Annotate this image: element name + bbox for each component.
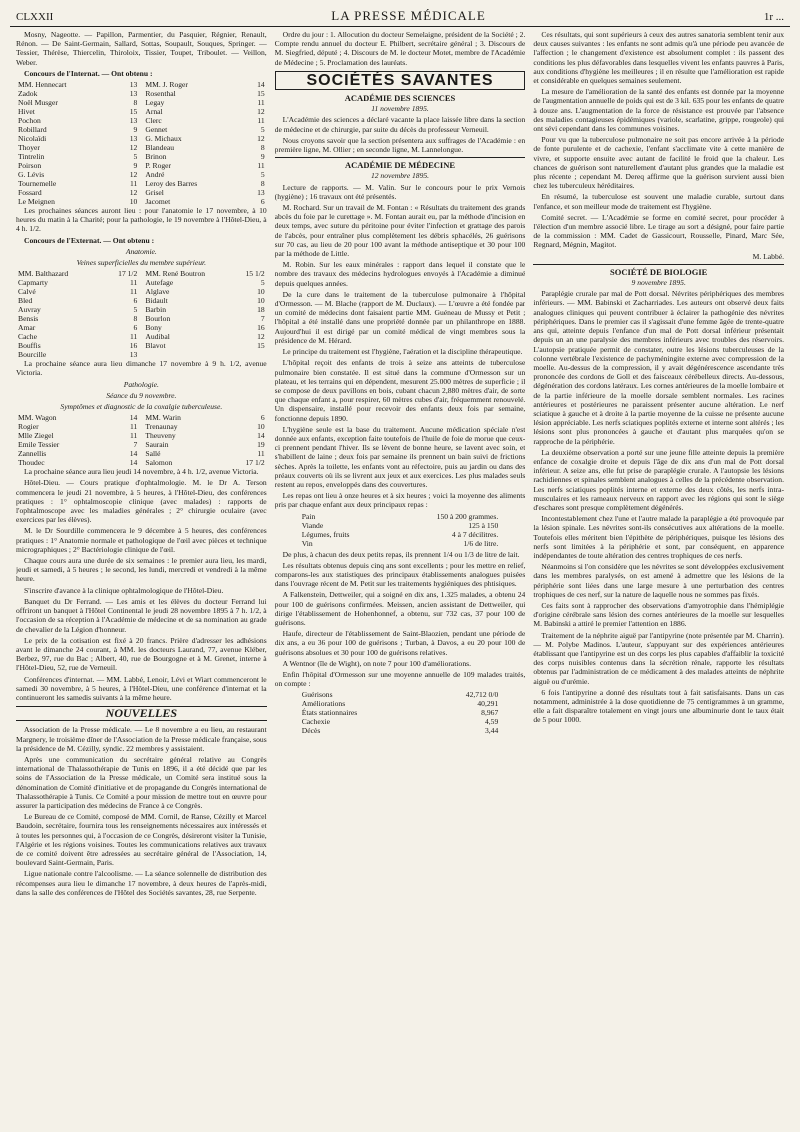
divider [275,157,526,158]
hotel-dieu-notice-3: Chaque cours aura une durée de six semaines : le premier aura lieu, les mardi, jeudi et samedi, à 5 heures ; le second, les lundi, mercredi et vendredi à la même heure. [16,556,267,584]
cell-value: 11 [257,98,265,108]
section-title-societes: SOCIÉTÉS SAVANTES [275,71,526,90]
table-row [300,690,501,699]
anatomie-heading: Anatomie. [125,246,157,256]
cell-label: Bourlon [145,314,171,324]
cell-label: Bidault [145,296,168,306]
cell-value: 13 [129,89,138,99]
col3-p2: La mesure de l'amélioration de la santé des enfants est donnée par la moyenne de l'augmentation annuelle de poids qui est de 3 kil. 635 pour les enfants de quatre à douze ans. L'augmentation de la force de résistance est prouvée par l'absence des maladies contagieuses épidémiques (variole, scarlatine, grippe, rougeole) qui ont sévi cependant dans les communes voisines. [533,87,785,134]
academie-medecine-heading: ACADÉMIE DE MÉDECINE [344,160,456,171]
table-row [143,287,266,296]
cell-label: Bled [18,296,33,306]
cell-label: Alglave [145,287,170,297]
table-row [143,278,266,287]
comite-secret: Comité secret. — L'Académie se forme en comité secret, pour procéder à l'élection d'un membre associé libre. Le tirage au sort a désigné, pour faire partie de la commission : MM. Cadet de Gassicourt, Rousselle, Pinard, Marc Sée, Regnard, Mégnin, Magitot. [533,212,785,250]
cell-label: Rosenthal [145,89,176,99]
table-row [143,188,266,197]
results-table [143,80,266,206]
cell-value: 14 [257,80,265,90]
cell-value: 14 [129,449,138,459]
results-stats-table [300,690,501,735]
cell-label: Améliorations [301,699,346,709]
cure-heading: De la cure dans le traitement de la tuberculose pulmonaire à l'hôpital d'Ormesson. — M. Blache (rapport de M. Duclaux). — L'œuvre a été fondée par un comité de médecins dont faisaient partie MM. Guéneau de Mussy et Petit ; l'hôpital a été installé dans une propriété donnée par un philanthrope en 1888. Aujourd'hui il est dirigé par un comité médical de vingt membres sous la présidence de M. Hérard. [274,289,526,345]
table-row [143,116,266,125]
table-row [143,413,266,422]
cell-label: Légumes, fruits [301,529,350,539]
cell-label: Theuveny [145,431,176,441]
cell-value: 13 [129,134,138,144]
cell-value: 3,44 [484,726,499,736]
cell-value: 8 [133,98,138,108]
cell-label: Le Meignen [18,197,55,207]
table-row [16,89,139,98]
cure-p11: Enfin l'hôpital d'Ormesson sur une moyenne annuelle de 109 malades traités, on compte : [274,669,526,689]
cell-value: 12 [129,170,138,180]
academie-sciences-p1: L'Académie des sciences a déclaré vacante la place laissée libre dans la section de médecine et de chirurgie, par suite du décès du professeur Verneuil. [274,115,526,134]
cure-p6: De plus, à chacun des deux petits repas, ils prennent 1/4 ou 1/3 de litre de lait. [282,549,520,559]
table-row [16,422,139,431]
conferences-notice: Conférences d'internat. — MM. Labbé, Lenoir, Lévi et Wiart commenceront le samedi 30 novembre, à 5 heures, à l'Hôtel-Dieu, une conférence d'internat et la continueront les samedis suivants à la même heure. [16,674,267,702]
food-table [300,512,501,548]
table-row [16,179,139,188]
cell-value: 6 [133,296,138,306]
cell-value: 12 [129,188,138,198]
hotel-dieu-notice-2: M. le Dr Sourdille commencera le 9 décembre à 5 heures, des conférences pratiques : 1° Anatomie normale et pathologique de l'œil avec pièces et technique micrographiques ; 2° Bactériologie clinique de l'œil. [16,526,267,554]
cell-value: 9 [260,152,265,162]
robin-report: M. Robin. Sur les eaux minérales : rapport dans lequel il constate que le nombre des travaux des médecins hydrologues envoyés à l'Académie a diminué depuis quelques années. [274,260,526,288]
table-row [16,152,139,161]
cell-value: 9 [133,161,138,171]
cell-label: Trenaunay [145,422,178,432]
cell-value: 14 [257,431,265,441]
running-header [10,6,790,27]
hotel-dieu-notice-4: S'inscrire d'avance à la clinique ophtalmologique de l'Hôtel-Dieu. [24,585,224,595]
academie-medecine-date: 12 novembre 1895. [370,171,430,181]
col3-p3: Pour vu que la tuberculose pulmonaire ne soit pas encore arrivée à la période de fonte purulente et de cachexie, l'enfant s'acclimate vite à cette manière de vivre, et supporte ensuite avec autant de facilité le froid que la chaleur. Les chances de guérison sont naturellement d'autant plus grandes que la maladie est plus récente ; cependant M. Dereq affirme que la guérison survient aussi bien chez les tuberculeux héréditaires. [533,135,785,191]
cell-value: 17 1/2 [245,458,265,468]
cell-label: Calvé [18,287,36,297]
table-row [16,188,139,197]
cell-value: 6 [260,413,265,423]
cell-value: 12 [257,332,265,342]
paraplegie-p4: Néanmoins si l'on considère que les névrites se sont développées exclusivement dans les membres paralysés, on est amené à admettre que les lésions de la périphérie sont liées dans une large mesure à une perturbation des centres trophiques de ces nerf, sur la nature de laquelle nous ne sommes pas fixés. [533,562,785,599]
cell-label: Auvray [18,305,41,315]
cell-value: 10 [257,296,265,306]
cell-value: 4,59 [484,717,499,727]
cell-label: Viande [301,520,324,530]
societe-biologie-heading: SOCIÉTÉ DE BIOLOGIE [610,266,708,277]
rochard-report: M. Rochard. Sur un travail de M. Fontan : « Résultats du traitement des grands abcès du foie par le curettage ». M. Fontan aurait eu, par la méthode d'incision en deux temps, avec suture du péritoine pour éviter l'infection et grattage des parois de l'abcès, pour entraîner plus complètement les débris sphacélés, 26 guérisons sur 70 cas, au lieu de 20 pour 100 avant la méthode antiseptique et 30 pour 100 par la méthode de Little. [274,203,526,259]
column-3 [533,30,784,1120]
cell-label: Bony [145,323,162,333]
cell-value: 12 [129,143,138,153]
table-row [300,717,501,726]
cell-label: Mlle Ziegel [18,431,54,441]
table-row [16,431,139,440]
cell-value: 5 [133,305,138,315]
table-row [143,170,266,179]
paraplegie-p1: Paraplégie crurale par mal de Pott dorsal. Névrites périphériques des membres inférieurs. — MM. Babinski et Zacharriades. Les auteurs ont observé deux faits analogues cliniques qui peuvent contribuer à éclairer la pathogénie des névrites périphériques. Dans le premier cas il s'agissait d'une femme âgée de trente-quatre ans qui, atteinte depuis l'enfance d'un mal de Pott dorsal inférieur présentait depuis un an une paralysie des membres inférieurs avec troubles des réservoirs. L'autopsie pratiquée permit de constater, outre les lésions tuberculeuses de la colonne vertébrale l'existence de pachyméningite externe avec compression de la moelle. Au-dessus de la compression, il y avait dégénérescence ascendante très prononcée des cordons de Goll et des faisceaux cérébelleux directs. Au-dessous, dégénération des cordons latéraux. Les cornes antérieures de la moelle lombaire et de la partie inférieure de la moelle dorsale semblent normales. Les racines antérieures et postérieures ne paraissent présenter aucune altération. Le nerf sciatique à gauche et à droite à la partie moyenne de la cuisse ne présente aucune lésion appréciable. Les nerfs sciatiques poplités externe et interne sont altérés ; les lésions sont plus prononcées à gauche et d'autant plus marquées qu'on se rapproche de la périphérie. [533,289,785,446]
cure-p8: A Falkenstein, Dettweiler, qui a soigné en dix ans, 1.325 malades, a obtenu 24 pour 100 de guérisons confirmées. Meissen, ancien assistant de Dettweiler, qui dirige l'établissement de Hohenhonnef, a obtenu, sur 732 cas, 37 pour 100 de guérisons. [274,590,526,627]
cell-value: 7 [260,314,265,324]
anatomie-subject: Veines superficielles du membre supérieur. [76,258,207,268]
table-row [143,422,266,431]
cell-label: MM. Hennecart [18,80,67,90]
table-row [16,305,139,314]
cell-label: G. Michaux [145,134,182,144]
antipyrine-p1: Traitement de la néphrite aiguë par l'antipyrine (note présentée par M. Charrin). — M. Polybe Madinos. L'auteur, s'appuyant sur des expériences antérieures établissant que l'antipyrine est un des corps les plus capables d'affaiblir la toxicité des corps nuisibles contenus dans la sécrétion rénale, rapporte les résultats obtenus par l'administration de ce médicament à des malades atteints de néphrite aiguë ou d'urémie. [533,630,785,686]
cell-value: 14 [129,413,138,423]
cell-label: Blavot [145,341,166,351]
cell-value: 17 1/2 [118,269,138,279]
table-row [143,179,266,188]
cell-label: États stationnaires [301,708,358,718]
table-row [300,521,501,530]
table-row [143,125,266,134]
cell-value: 13 [129,350,138,360]
cell-value: 7 [133,440,138,450]
cell-value: 5 [260,278,265,288]
table-row [143,152,266,161]
table-row [16,413,139,422]
cell-label: Nicolaïdi [18,134,47,144]
cell-value: 10 [257,422,265,432]
column-2 [275,30,526,1120]
cell-value: 15 [257,89,265,99]
cell-label: MM. Balthazard [18,269,69,279]
cell-label: Bourcille [18,350,47,360]
results-table [16,269,139,359]
cell-label: Zadok [18,89,38,99]
cell-value: 6 [260,197,265,207]
cell-value: 16 [257,323,265,333]
cell-label: André [145,170,165,180]
table-row [143,269,266,278]
cell-value: 11 [130,287,138,297]
cell-label: Grisel [145,188,164,198]
cell-value: 19 [257,440,265,450]
table-row [16,269,139,278]
table-row [16,98,139,107]
cell-label: Barbin [145,305,167,315]
cell-value: 42,712 0/0 [465,690,499,700]
cell-label: P. Roger [145,161,172,171]
table-row [143,134,266,143]
cell-label: Noël Musger [18,98,58,108]
cell-value: 125 à 150 [468,520,499,530]
paraplegie-p2: La deuxième observation a porté sur une jeune fille atteinte depuis la première enfance de coxalgie droite et depuis l'âge de dix ans d'un mal de Pott dorsal inférieur. A seize ans, elle fut prise de paraplégie crurale. A l'autopsie les lésions rachidiennes et spinales semblent analogues à celles de la précédente observation. Les nerfs sciatiques poplités interne et externe des deux côtés, les nerfs intra-musculaires et les rameaux nerveux en rapport avec les régions qui sont le siège d'eschares sont presque complètement dégénérés. [533,447,785,512]
cell-label: Sallé [145,449,161,459]
table-row [16,278,139,287]
cell-value: 13 [129,116,138,126]
table-row [143,80,266,89]
table-row [16,143,139,152]
cell-label: Pochon [18,116,41,126]
cell-label: Pain [301,511,316,521]
lecture-rapports: Lecture de rapports. — M. Valin. Sur le concours pour le prix Vernois (hygiène) ; 16 travaux ont été présentés. [274,182,526,201]
cell-value: 8 [133,314,138,324]
col3-p4: En résumé, la tuberculose est souvent une maladie curable, surtout dans l'enfance, et son meilleur mode de traitement est l'hygiène. [533,192,785,211]
cell-label: Capmarty [18,278,48,288]
table-row [16,125,139,134]
hotel-dieu-notice: Hôtel-Dieu. — Cours pratique d'ophtalmologie. M. le Dr A. Terson commencera le jeudi 21 novembre, à 5 heures, à l'Hôtel-Dieu, des conférences pratiques : 1° ophtalmoscopie clinique (avec malades) : rapports de l'ophtalmoscope avec les maladies générales ; 2° chirurgie oculaire (avec exercices par les élèves). [16,478,267,525]
cell-value: 6 [133,323,138,333]
table-row [300,512,501,521]
cure-p9: Haufe, directeur de l'établissement de Saint-Blaozien, pendant une période de dix ans, a eu 36 pour 100 de guérisons ; Turban, à Davos, a eu 20 pour 100 de guérisons absolues et 30 pour 100 de guérisons relatives. [274,629,526,657]
cell-label: Tournemelle [18,179,57,189]
table-row [16,197,139,206]
cell-label: MM. René Boutron [145,269,206,279]
ligue-notice: Ligue nationale contre l'alcoolisme. — La séance solennelle de distribution des récompenses aura lieu le dimanche 17 novembre, à deux heures de l'après-midi, dans la salle des conférences de l'Hôtel des Sociétés savantes, 28, rue Serpente. [16,869,267,897]
header-right: 1r ... [763,11,784,23]
pathologie-date: Séance du 9 novembre. [106,390,177,400]
table-row [16,170,139,179]
cell-value: 8 [260,143,265,153]
cell-label: Brinon [145,152,167,162]
cell-label: Autefage [145,278,174,288]
academie-sciences-heading: ACADÉMIE DES SCIENCES [344,93,456,104]
table-row [16,323,139,332]
cell-value: 18 [257,305,265,315]
cell-value: 11 [130,179,138,189]
banquet-notice-2: Le prix de la cotisation est fixé à 20 francs. Prière d'adresser les adhésions avant le dimanche 24 courant, à MM. les docteurs Laurand, 77, avenue Kléber, Berbez, 97, rue du Bac ; Albert, 40, rue de Bourgogne et à M. Grenet, interne à l'Hôtel-Dieu, 52, rue de Verneuil. [16,635,267,673]
table-row [143,440,266,449]
cell-label: Bouffis [18,341,41,351]
cell-label: Amar [18,323,36,333]
pathologie-heading: Pathologie. [123,379,159,389]
cell-label: Décès [301,726,321,736]
internat-results [16,80,267,206]
cell-label: Robillard [18,125,47,135]
cell-label: Leroy des Barres [145,179,198,189]
divider [533,264,784,265]
table-row [143,332,266,341]
cell-value: 11 [130,278,138,288]
table-row [143,143,266,152]
cell-value: 13 [129,80,138,90]
cure-p4: L'hygiène seule est la base du traitement. Aucune médication spéciale n'est donnée aux enfants, exception faite toutefois de l'huile de foie de morue que ceux-ci prennent pendant l'hiver. Ils se lèvent de bonne heure, se lavent avec soin, et s'habillent de laine ; deux fois par semaine ils prennent un bain suivi de frictions sèches. Après la toilette, les enfants vont au réfectoire, puis au jardin ou dans des préaux couverts où ils se livrent aux jeux et aux exercices. Les plus malades seuls restent au repos, enveloppés dans des couvertures. [274,424,526,489]
cell-label: MM. J. Roger [145,80,188,90]
cell-value: 1/6 de litre. [463,538,499,548]
page-number: CLXXII [16,11,54,23]
results-table [16,413,139,467]
cell-label: Thoudec [18,458,45,468]
pathologie-note: La prochaine séance aura lieu jeudi 14 novembre, à 4 h. 1/2, avenue Victoria. [24,467,259,477]
cell-label: Thoyer [18,143,40,153]
academie-sciences-p2: Nous croyons savoir que la section présentera aux suffrages de l'Académie : en première ligne, M. Ollier ; en seconde ligne, M. Lannelongue. [274,135,526,155]
cell-label: Fossard [18,188,42,198]
paraplegie-p5: Ces faits sont à rapprocher des observations d'amyotrophie dans l'hémiplégie d'origine cérébrale sans lésion des cornes antérieures de la moelle sur lesquelles M. Babinski a attiré le premier l'attention en 1886. [533,600,785,629]
paraplegie-p3: Incontestablement chez l'une et l'autre malade la paraplégie a été provoquée par la lésion spinale. Les névrites sont-ils consécutives aux altérations de la moelle. Toutefois elles méritent bien l'épithète de périphériques, puisque les lésions des nerfs sont limitées à la périphérie et sont, par conséquent, en apparence indépendantes de toute altération des centres trophiques de ces nerfs. [533,514,785,560]
cell-label: Cachexie [301,717,330,727]
table-row [16,350,139,359]
association-notice-2: Après une communication du secrétaire général relative au Congrès international de Thalassothérapie de Tunis en 1896, il a été décidé que par les soins de l'Association de la Presse médicale, un Comité sera institué sous la dénomination de Comité d'initiative et de propagande du Congrès international de Thalassothérapie à Tunis. Ce Comité a pour mission de mettre tout en œuvre pour assurer la participation des médecins de France à ce Congrès. [16,754,267,810]
table-row [16,80,139,89]
cure-p7: Les résultats obtenus depuis cinq ans sont excellents ; pour les mettre en relief, comparons-les aux statistiques des principaux établissements analogues puisées dans l'ouvrage récent de M. Petit sur les traitements hygiéniques des phtisiques. [274,560,526,589]
cell-label: Guérisons [301,690,333,700]
cell-value: 13 [257,188,265,198]
table-row [16,134,139,143]
table-row [143,98,266,107]
cell-value: 5 [133,152,138,162]
table-row [300,708,501,717]
cell-label: Saurain [145,440,169,450]
cell-label: Poirson [18,161,42,171]
table-row [16,458,139,467]
journal-title: LA PRESSE MÉDICALE [331,8,486,23]
results-table [143,413,266,467]
table-row [16,314,139,323]
cure-p5: Les repas ont lieu à onze heures et à six heures ; voici la moyenne des aliments pris par chaque enfant aux deux principaux repas : [274,491,526,510]
table-row [16,296,139,305]
ordre-du-jour: Ordre du jour : 1. Allocution du docteur Semelaigne, président de la Société ; 2. Compte rendu annuel du docteur E. Philbert, secrétaire général ; 3. Discours de M. Siegfried, député ; 4. Discours de M. le docteur Motet, membre de l'Académie de Médecine ; 5. Proclamation des lauréats. [274,30,526,67]
cell-label: Hivet [18,107,35,117]
cell-value: 10 [129,197,138,207]
externat-note: La prochaine séance aura lieu dimanche 17 novembre à 9 h. 1/2, avenue Victoria. [16,359,267,378]
cell-label: Bensis [18,314,39,324]
cell-label: Clerc [145,116,162,126]
internat-note: Les prochaines séances auront lieu : pour l'anatomie le 17 novembre, à 10 heures du matin à la Charité; pour la pathologie, le 19 novembre à l'Hôtel-Dieu, à 4 h. 1/2. [16,206,267,234]
cell-label: Arnal [145,107,163,117]
newspaper-page [10,0,790,1126]
nouvelles-heading: NOUVELLES [16,706,267,721]
cell-value: 5 [260,170,265,180]
cell-label: Gennet [145,125,168,135]
cell-label: MM. Wagon [18,413,57,423]
cure-p3: L'hôpital reçoit des enfants de trois à seize ans atteints de tuberculose pulmonaire bien constatée. Il est situé dans la commune d'Ormesson sur un plateau, et les terrains qui en dépendent, mesurent 25.000 mètres de superficie ; il se compose de deux pavillons en bois, cubant chacun 2,880 mètres d'air, de sorte que chaque enfant a, pour respirer, 60 mètres cubes d'air, fréquemment renouvelé. Un dispensaire, installé pour recevoir des enfants deux fois par semaine, fonctionne depuis 1890. [274,358,526,423]
association-notice: Association de la Presse médicale. — Le 8 novembre a eu lieu, au restaurant Margnery, le troisième dîner de l'Association de la Presse médicale française, sous la présidence de M. Cézilly, syndic. 22 membres y assistaient. [16,725,267,753]
table-row [143,161,266,170]
cell-label: Blandeau [145,143,175,153]
table-row [16,341,139,350]
results-table [16,80,139,206]
signature: M. Labbé. [752,251,785,261]
table-row [16,440,139,449]
cell-value: 11 [130,332,138,342]
cell-value: 15 1/2 [245,269,265,279]
table-row [143,89,266,98]
cure-p10: A Wentnor (île de Wight), on note 7 pour 100 d'améliorations. [282,658,471,668]
cell-value: 12 [257,134,265,144]
cell-value: 11 [257,161,265,171]
cell-label: Cache [18,332,37,342]
table-row [16,449,139,458]
table-row [143,107,266,116]
association-notice-3: Le Bureau de ce Comité, composé de MM. Cornil, de Ranse, Cézilly et Marcel Baudoin, secrétaire, fournira tous les renseignements nécessaires aux intéressés et à toutes les personnes qui, à l'occasion de ce Congrès, désireront visiter la Tunisie, l'Algérie et les régions voisines. Toutes les communications relatives aux travaux de ce comité doivent être adressées au secrétaire général de l'Association, 14, boulevard Saint-Germain, Paris. [16,812,267,868]
cell-value: 15 [129,107,138,117]
banquet-notice: Banquet du Dr Ferrand. — Les amis et les élèves du docteur Ferrand lui offriront un banquet à l'Hôtel Continental le jeudi 28 novembre 1895 à 7 h. 1/2, à l'occasion de sa réception à l'Académie de médecine et de sa nomination au grade de chevalier de la Légion d'honneur. [16,596,267,634]
cell-value: 11 [257,449,265,459]
cell-label: Vin [301,538,313,548]
cell-label: Jacomet [145,197,171,207]
cell-label: Audibal [145,332,170,342]
externat-heading: Concours de l'Externat. — Ont obtenu : [24,235,155,245]
table-row [143,296,266,305]
table-row [16,161,139,170]
cell-value: 16 [129,341,138,351]
cell-label: MM. Warin [145,413,181,423]
table-row [143,305,266,314]
table-row [143,341,266,350]
table-row [300,539,501,548]
cell-value: 4 à 7 décilitres. [451,529,499,539]
cell-value: 8,967 [481,708,499,718]
cell-label: Legay [145,98,165,108]
cell-label: G. Lévis [18,170,45,180]
table-row [300,726,501,735]
results-table [143,269,266,350]
externat-results [16,269,267,359]
table-row [300,530,501,539]
table-row [143,197,266,206]
table-row [143,431,266,440]
cell-label: Zannellis [18,449,47,459]
cell-value: 5 [260,125,265,135]
cell-value: 11 [130,431,138,441]
table-row [16,107,139,116]
column-1 [16,30,267,1120]
cell-value: 150 à 200 grammes. [436,511,499,521]
cell-label: Emile Tessier [18,440,60,450]
cell-value: 10 [257,287,265,297]
cell-value: 11 [130,422,138,432]
cell-value: 8 [260,179,265,189]
cell-value: 9 [133,125,138,135]
cell-value: 11 [257,116,265,126]
antipyrine-p2: 6 fois l'antipyrine a donné des résultats tout à fait satisfaisants. Dans un cas notamment, administrée à la dose quotidienne de 75 centigrammes à un gramme, elle a fait disparaître totalement en vingt jours une albuminurie dont le taux était de 5 pour 1000. [533,687,785,725]
academie-sciences-date: 11 novembre 1895. [371,104,429,114]
table-row [143,458,266,467]
table-row [16,332,139,341]
cell-value: 15 [257,341,265,351]
table-row [143,314,266,323]
societe-biologie-date: 9 novembre 1895. [631,278,686,288]
table-row [143,449,266,458]
internat-heading: Concours de l'Internat. — Ont obtenu : [24,68,153,78]
cell-label: Tintrelin [18,152,45,162]
pathologie-results [16,413,267,467]
table-row [16,287,139,296]
col3-p1: Ces résultats, qui sont supérieurs à ceux des autres sanatoria semblent tenir aux deux causes suivantes : les enfants ne sont admis qu'à une période peu avancée de l'affection ; le changement d'existence est absolument complet : ils passent des conditions les plus défavorables dans lesquelles vivent les enfants pauvres à Paris, aux conditions d'hygiène les meilleures ; il en résulte que l'amélioration est rapide et considérable en quelques semaines seulement. [533,30,785,86]
cell-label: Rogier [18,422,39,432]
cell-value: 40,291 [477,699,499,709]
pathologie-subject: Symptômes et diagnostic de la coxalgie tuberculeuse. [60,402,223,412]
cell-label: Salomon [145,458,173,468]
cure-p2: Le principe du traitement est l'hygiène, l'aération et la discipline thérapeutique. [282,347,523,357]
cell-value: 12 [257,107,265,117]
cell-value: 14 [129,458,138,468]
table-row [143,323,266,332]
table-row [16,116,139,125]
names-list: Mosny, Nageotte. — Papillon, Parmentier, du Pasquier, Régnier, Renault, Rénon. — De Saint-Germain, Sallard, Sottas, Soupault, Souques, Springer. — Tessier, Thérèse, Thiercelin, Thiroloix, Tissier, Toupet, Triboulet. — Veillon, Weber. [16,30,267,67]
